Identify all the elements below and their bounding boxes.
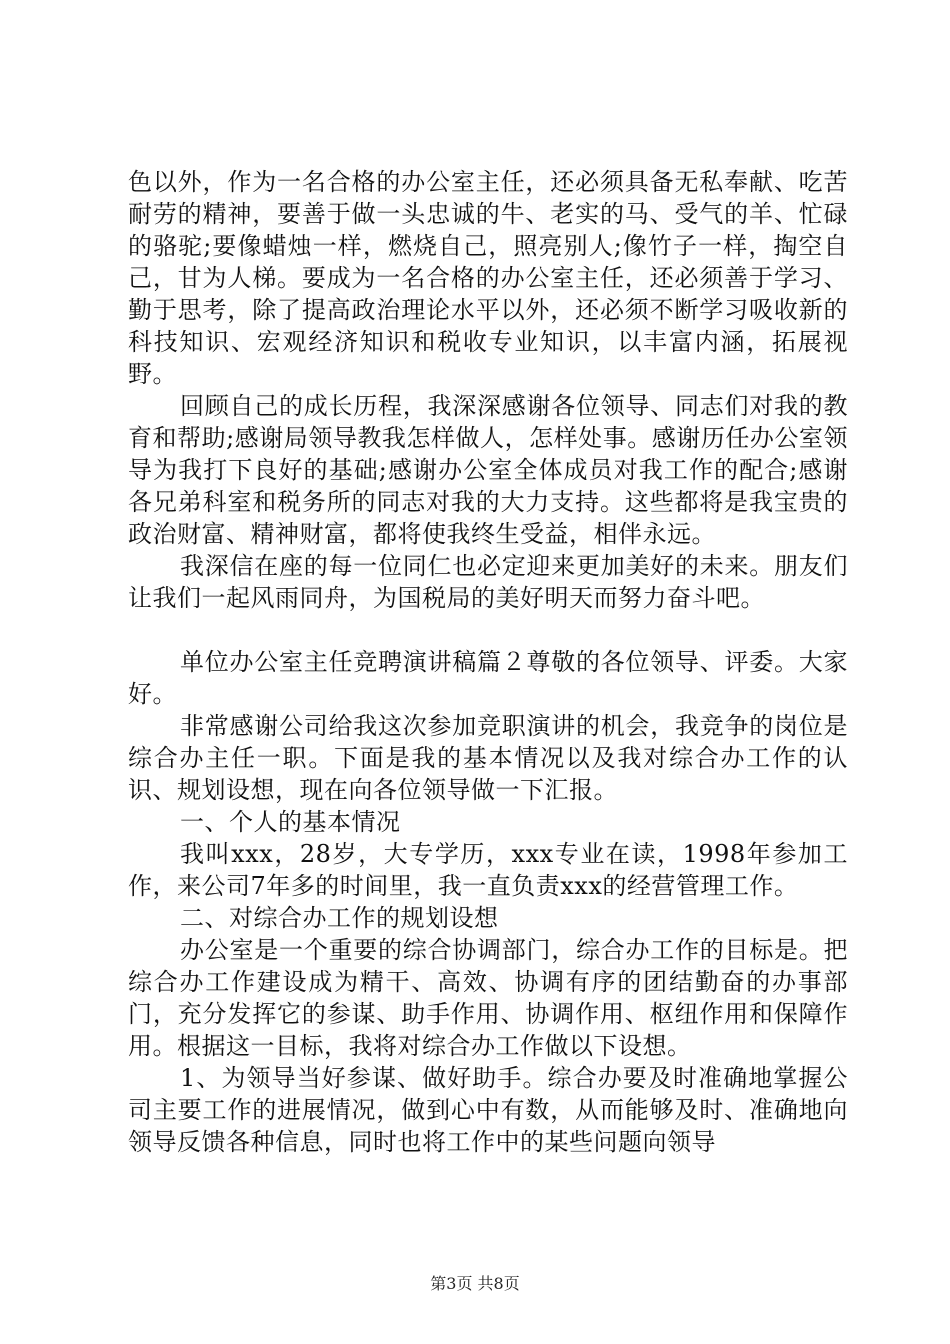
paragraph-gratitude: 回顾自己的成长历程，我深深感谢各位领导、同志们对我的教育和帮助;感谢局领导教我怎样做人，怎样处事。感谢历任办公室领导为我打下良好的基础;感谢办公室全体成员对我工作的配合;感谢各兄弟科室和税务所的同志对我的大力支持。这些都将是我宝贵的政治财富、精神财富，都将使我终生受益，相伴永远。 (128, 392, 848, 548)
paragraph-closing: 我深信在座的每一位同仁也必定迎来更加美好的未来。朋友们让我们一起风雨同舟，为国税局的美好明天而努力奋斗吧。 (128, 552, 848, 612)
paragraph-office-goal: 办公室是一个重要的综合协调部门，综合办工作的目标是。把综合办工作建设成为精干、高效、协调有序的团结勤奋的办事部门，充分发挥它的参谋、助手作用、协调作用、枢纽作用和保障作用。根据这一目标，我将对综合办工作做以下设想。 (128, 936, 848, 1060)
paragraph-point-one: 1、为领导当好参谋、做好助手。综合办要及时准确地掌握公司主要工作的进展情况，做到心中有数，从而能够及时、准确地向领导反馈各种信息，同时也将工作中的某些问题向领导 (128, 1064, 848, 1156)
section-heading-planning: 二、对综合办工作的规划设想 (180, 904, 499, 932)
paragraph-introduction: 非常感谢公司给我这次参加竞职演讲的机会，我竞争的岗位是综合办主任一职。下面是我的基本情况以及我对综合办工作的认识、规划设想，现在向各位领导做一下汇报。 (128, 712, 848, 804)
paragraph-speech-title: 单位办公室主任竞聘演讲稿篇２尊敬的各位领导、评委。大家好。 (128, 648, 848, 708)
paragraph-basic-info: 我叫xxx，28岁，大专学历，xxx专业在读，1998年参加工作，来公司7年多的时间里，我一直负责xxx的经营管理工作。 (128, 840, 848, 900)
document-body (128, 166, 848, 1158)
page-number-footer: 第3页 共8页 (430, 1274, 520, 1293)
paragraph-continuation: 色以外，作为一名合格的办公室主任，还必须具备无私奉献、吃苦耐劳的精神，要善于做一头忠诚的牛、老实的马、受气的羊、忙碌的骆驼;要像蜡烛一样，燃烧自己，照亮别人;像竹子一样，掏空自己，甘为人梯。要成为一名合格的办公室主任，还必须善于学习、勤于思考，除了提高政治理论水平以外，还必须不断学习吸收新的科技知识、宏观经济知识和税收专业知识，以丰富内涵，拓展视野。 (128, 168, 848, 388)
section-heading-basic-info: 一、个人的基本情况 (180, 808, 401, 836)
